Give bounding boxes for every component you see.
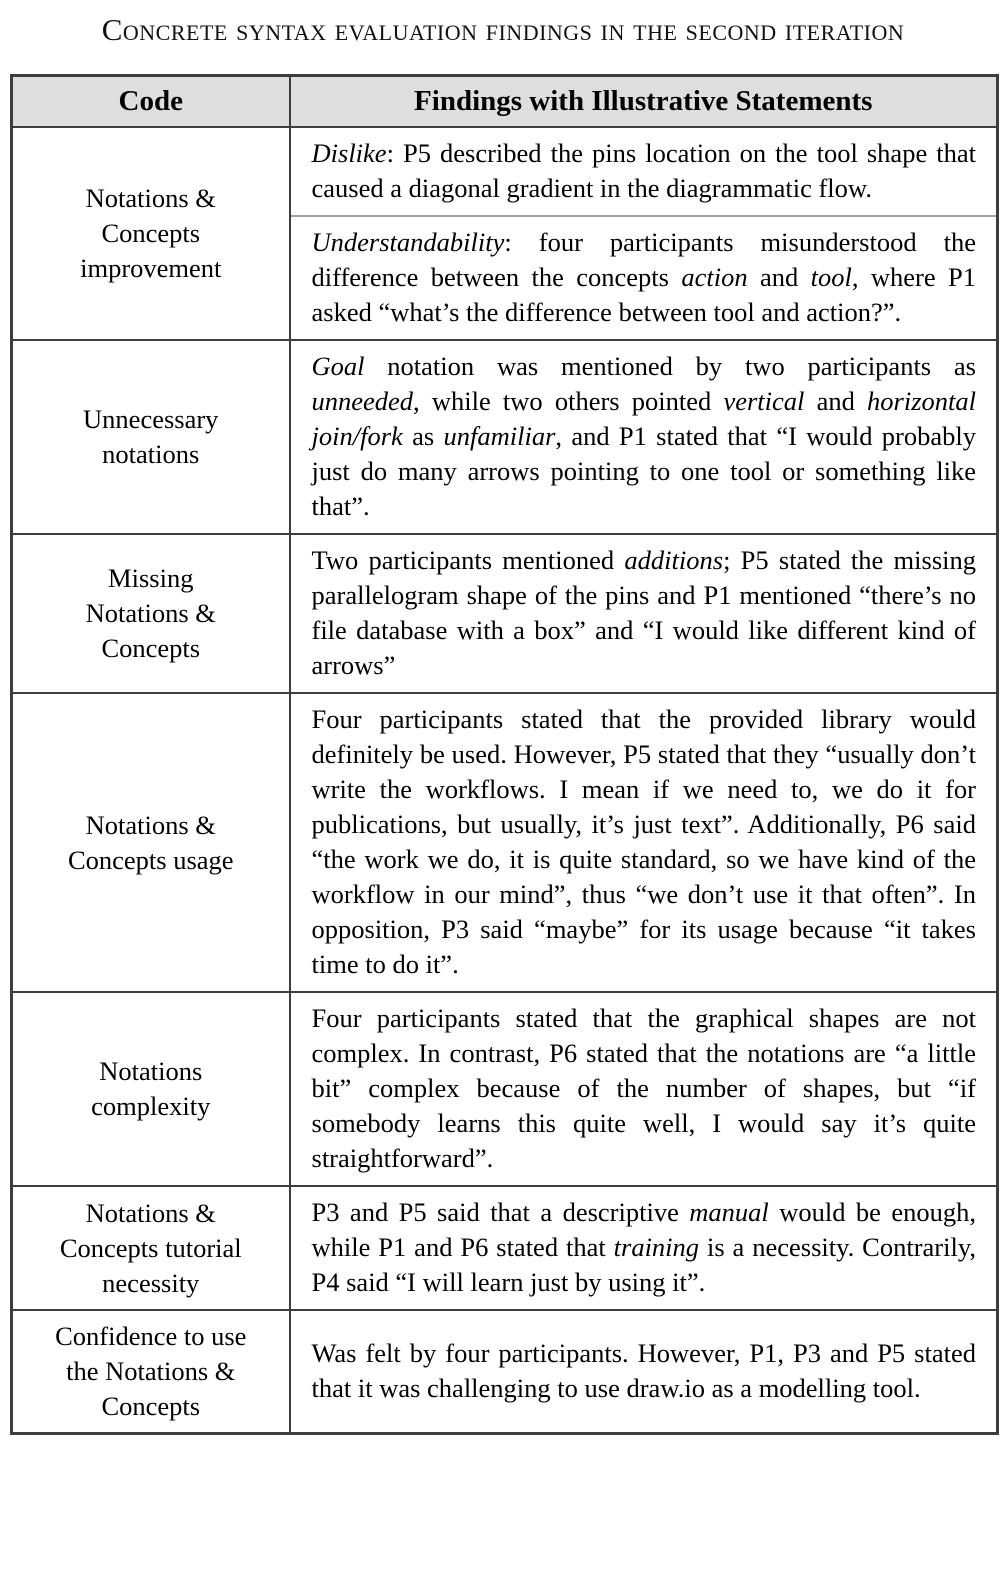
finding-text: Four participants stated that the provided library would definitely be used. However, P5 stated that they “usually don’t write the workflows. I mean if we need to, we do it for publications, but usually, it’s just text”. Additionally, P6 said “the work we do, it is quite standard, so we have kind of the workflow in our mind”, thus “we don’t use it that often”. In opposition, P3 said “maybe” for its usage because “it takes time to do it”.: [311, 704, 976, 979]
code-label-line: Notations &: [85, 598, 216, 628]
table-row: [12, 992, 998, 1186]
column-header-code: Code: [12, 76, 290, 128]
code-label-line: Concepts: [101, 1391, 201, 1421]
findings-cell: [290, 340, 998, 534]
findings-cell: [290, 534, 998, 693]
code-label-line: complexity: [91, 1091, 211, 1121]
code-label-line: Concepts: [101, 218, 201, 248]
code-label-line: Concepts usage: [67, 844, 234, 875]
finding-text: P3 and P5 said that a descriptive manual would be enough, while P1 and P6 stated that training is a necessity. Contrarily, P4 said “I will learn just by using it”.: [311, 1197, 977, 1297]
table-row: [12, 340, 998, 534]
code-cell: [12, 992, 290, 1186]
code-label-line: Notations &: [85, 809, 216, 840]
code-label-line: Concepts tutorial: [59, 1232, 242, 1263]
findings-cell: [290, 1310, 998, 1434]
code-label-line: Notations &: [85, 183, 216, 213]
finding-text: Was felt by four participants. However, P1, P3 and P5 stated that it was challenging to use draw.io as a modelling tool.: [311, 1338, 976, 1403]
code-label-line: necessity: [102, 1267, 200, 1298]
finding-text: Understandability: four participants misunderstood the difference between the concepts action and tool, where P1 asked “what’s the difference between tool and action?”.: [291, 215, 997, 339]
column-header-findings: Findings with Illustrative Statements: [290, 76, 998, 128]
code-label-line: Notations: [99, 1056, 203, 1086]
findings-cell: [290, 1186, 998, 1310]
finding-text: Dislike: P5 described the pins location on the tool shape that caused a diagonal gradient in the diagrammatic flow.: [311, 138, 976, 203]
table-body: [12, 127, 998, 1434]
table-row: [12, 1310, 998, 1434]
code-label-line: Concepts: [101, 633, 201, 663]
finding-text: Four participants stated that the graphical shapes are not complex. In contrast, P6 stated that the notations are “a little bit” complex because of the number of shapes, but “if somebody learns this quite well, I would say it’s quite straightforward”.: [311, 1003, 976, 1173]
code-cell: [12, 1310, 290, 1434]
finding-text: Goal notation was mentioned by two participants as unneeded, while two others pointed vertical and horizontal join/fork as unfamiliar, and P1 stated that “I would probably just do many arrows pointing to one tool or something like that”.: [311, 351, 977, 521]
code-cell: [12, 340, 290, 534]
code-label-line: Confidence to use: [55, 1321, 247, 1351]
code-label-line: the Notations &: [66, 1356, 236, 1386]
code-label-line: improvement: [80, 253, 222, 283]
code-label-line: Notations &: [85, 1197, 216, 1228]
code-cell: [12, 1186, 290, 1310]
code-cell: [12, 127, 290, 340]
code-label-line: Unnecessary: [83, 404, 219, 434]
finding-text: Two participants mentioned additions; P5 stated the missing parallelogram shape of the pins and P1 mentioned “there’s no file database with a box” and “I would like different kind of arrows”: [311, 545, 976, 680]
table-caption: Concrete syntax evaluation findings in the second iteration: [101, 12, 905, 47]
findings-table: [10, 74, 999, 1435]
findings-cell: [290, 693, 998, 992]
code-label-line: notations: [102, 439, 200, 469]
code-label-line: Missing: [108, 563, 194, 593]
table-row: [12, 534, 998, 693]
findings-cell: [290, 127, 998, 340]
findings-cell: [290, 992, 998, 1186]
code-cell: [12, 693, 290, 992]
table-row: [12, 1186, 998, 1310]
code-cell: [12, 534, 290, 693]
table-header-row: [12, 76, 998, 128]
table-row: [12, 127, 998, 340]
table-row: [12, 693, 998, 992]
